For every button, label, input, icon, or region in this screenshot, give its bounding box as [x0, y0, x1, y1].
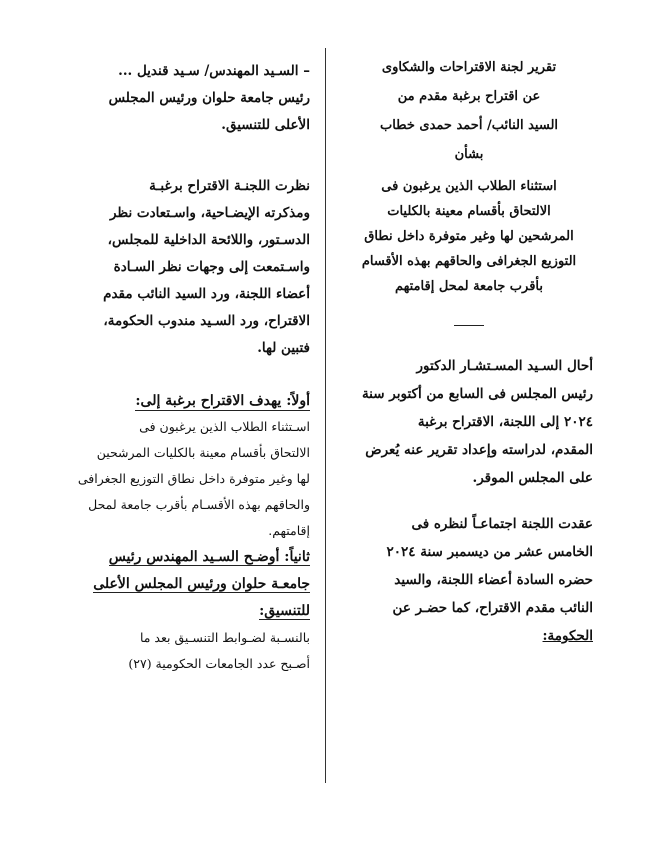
text-line: المقدم، لدراسته وإعداد تقرير عنه يُعرض: [365, 442, 593, 458]
paragraph: [345, 352, 593, 492]
text-line: نظرت اللجنـة الاقتراح برغبـة: [149, 178, 310, 194]
referral-paragraph: [345, 352, 593, 650]
column-divider: [325, 48, 326, 783]
text-line: رئيس جامعة حلوان ورئيس المجلس: [108, 90, 310, 106]
heading-text: ثانياً: أوضـح السـيد المهندس رئيس: [108, 549, 310, 565]
text-line: – السـيد المهندس/ سـيد قنديل ...: [118, 63, 310, 79]
text-line: أعضاء اللجنة، ورد السيد النائب مقدم: [103, 286, 310, 302]
heading-line: [52, 571, 310, 598]
text-line: واسـتمعت إلى وجهات نظر السـادة: [113, 259, 310, 275]
text-line: على المجلس الموقر.: [472, 470, 593, 486]
heading-text: للتنسيق:: [259, 603, 310, 619]
section-body: [52, 414, 310, 544]
title-line: بشأن: [454, 147, 484, 162]
text-line: عقدت اللجنة اجتماعـاً لنظره فى: [411, 516, 593, 532]
subject-line: المرشحين لها وغير متوفرة داخل نطاق: [364, 229, 574, 244]
text-line: فتبين لها.: [257, 340, 310, 356]
right-column: [345, 58, 593, 668]
heading-line: [52, 598, 310, 625]
text-line: لها وغير متوفرة داخل نطاق التوزيع الجغرافى: [77, 471, 310, 486]
text-line: الالتحاق بأقسام معينة بالكليات المرشحين: [96, 445, 310, 460]
text-line: والحاقهم بهذه الأقسـام بأقرب جامعة لمحل: [88, 497, 310, 512]
review-paragraph: [52, 173, 310, 362]
section-first: [52, 388, 310, 544]
title-line: تقرير لجنة الاقتراحات والشكاوى: [381, 60, 557, 75]
text-line: بالنسـبة لضـوابط التنسـيق بعد ما: [139, 630, 310, 645]
left-column: [52, 58, 310, 677]
text-line: إقامتهم.: [268, 523, 310, 538]
section-heading: [52, 388, 310, 414]
section-separator: [454, 325, 484, 326]
paragraph: [345, 510, 593, 650]
text-line: ومذكرته الإيضـاحية، واسـتعادت نظر: [109, 205, 310, 221]
subject-line: الالتحاق بأقسام معينة بالكليات: [387, 204, 551, 219]
heading-text: جامعـة حلوان ورئيس المجلس الأعلى: [93, 576, 310, 592]
attendee-list: [52, 58, 310, 139]
report-title: [345, 58, 593, 165]
text-line: رئيس المجلس فى السابع من أكتوبر سنة: [361, 386, 593, 402]
title-line: السيد النائب/ أحمد حمدى خطاب: [379, 118, 559, 133]
section-body: [52, 625, 310, 677]
text-line: الحكومة:: [542, 628, 593, 644]
text-line: أصـبح عدد الجامعات الحكومية (٢٧): [128, 656, 310, 671]
text-line: الدسـتور، واللائحة الداخلية للمجلس،: [107, 232, 310, 248]
subject-line: بأقرب جامعة لمحل إقامتهم: [394, 279, 543, 294]
section-second: [52, 544, 310, 677]
heading-line: [52, 544, 310, 571]
text-line: حضره السادة أعضاء اللجنة، والسيد: [394, 572, 593, 588]
section-heading: [52, 544, 310, 625]
text-line: اسـتثناء الطلاب الذين يرغبون فى: [139, 419, 310, 434]
subject-line: استثناء الطلاب الذين يرغبون فى: [381, 179, 557, 194]
heading-text: أولاً: يهدف الاقتراح برغبة إلى:: [135, 393, 310, 409]
text-line: النائب مقدم الاقتراح، كما حضـر عن: [392, 600, 593, 616]
title-line: عن اقتراح برغبة مقدم من: [397, 89, 541, 104]
text-line: ٢٠٢٤ إلى اللجنة، الاقتراح برغبة: [417, 414, 593, 430]
report-subject: [345, 174, 593, 299]
text-line: أحال السـيد المسـتشـار الدكتور: [416, 358, 593, 374]
text-line: الخامس عشر من ديسمبر سنة ٢٠٢٤: [386, 544, 593, 560]
text-line: الأعلى للتنسيق.: [221, 117, 310, 133]
subject-line: التوزيع الجغرافى والحاقهم بهذه الأقسام: [361, 254, 577, 269]
text-line: الاقتراح، ورد السـيد مندوب الحكومة،: [103, 313, 310, 329]
